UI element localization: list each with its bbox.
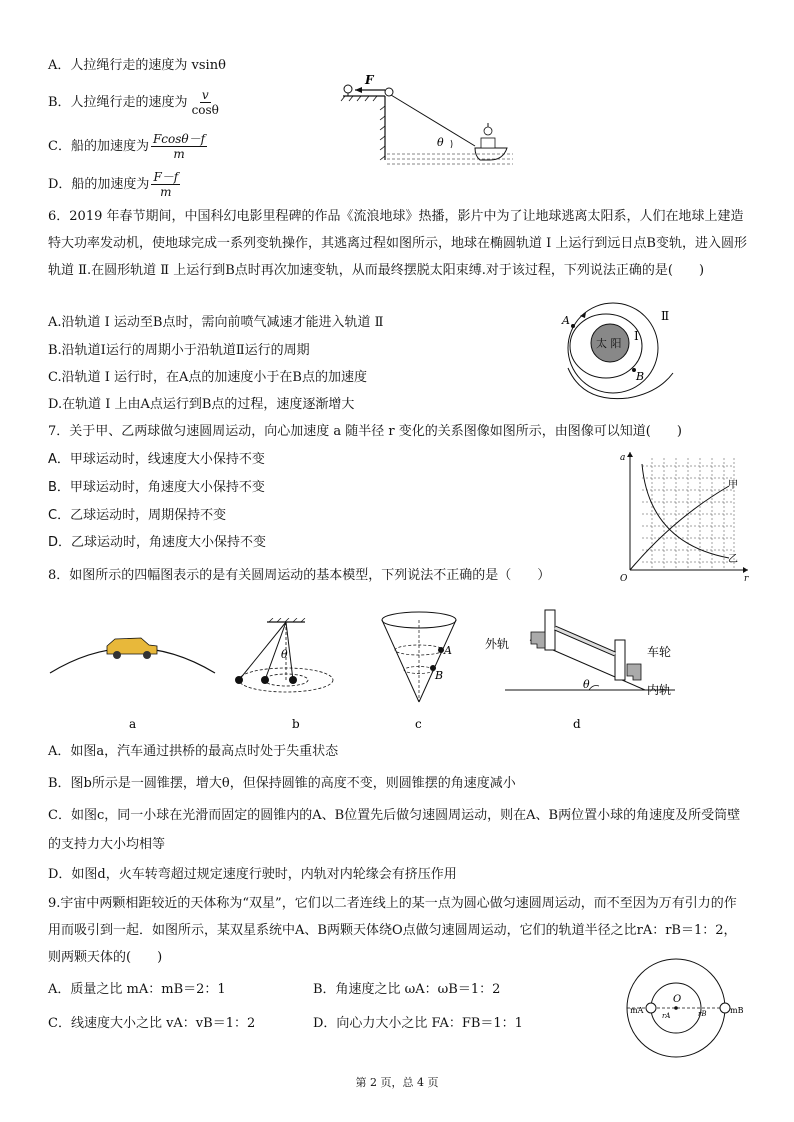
q9-ra-label: rA <box>662 1012 671 1020</box>
q5-option-c: C．船的加速度为 $\frac{Fcos\theta-f}{m}$ <box>48 132 206 161</box>
fig-c-point-b: B <box>435 669 444 682</box>
fig-label-a: a <box>129 717 137 731</box>
q8-fig-a <box>45 618 220 733</box>
q9-option-b: B．角速度之比 ωA：ωB＝1：2 <box>313 982 501 997</box>
q9-mb-label: mB <box>730 1006 744 1015</box>
q6-orbit2-label: Ⅱ <box>661 309 670 323</box>
q8-fig-b <box>225 618 365 733</box>
q6-orbit1-label: Ⅰ <box>634 329 639 343</box>
q5-boat-figure <box>335 68 520 178</box>
q7-stem: 7．关于甲、乙两球做匀速圆周运动，向心加速度 a 随半径 r 变化的关系图像如图所示，由图像可以知道( ) <box>48 424 682 439</box>
q8-option-c: C．如图c，同一小球在光滑而固定的圆锥内的A、B位置先后做匀速圆周运动，则在A、B两位置小球的角速度及所受筒壁的支持力大小均相等 <box>48 808 741 852</box>
q6-point-b: B <box>636 370 645 383</box>
fig-label-d: d <box>573 717 581 731</box>
q7-option-d: D．乙球运动时，角速度大小保持不变 <box>48 535 267 550</box>
fig-c-point-a: A <box>444 644 452 657</box>
q6-option-b: B.沿轨道Ⅰ运行的周期小于沿轨道Ⅱ运行的周期 <box>48 343 310 358</box>
q6-option-c: C.沿轨道 Ⅰ 运行时，在A点的加速度小于在B点的加速度 <box>48 370 367 385</box>
q6-option-a: A.沿轨道 Ⅰ 运动至B点时，需向前喷气减速才能进入轨道 Ⅱ <box>48 315 384 330</box>
q6-orbit-figure <box>548 298 688 408</box>
q5-b-fraction: $\frac{v}{\cos\theta}$ <box>191 88 219 117</box>
q7-graph-figure <box>614 448 754 583</box>
fig-d-outer-rail: 外轨 <box>485 637 510 651</box>
q5-option-b: B．人拉绳行走的速度为 $\frac{v}{\cos\theta}$ <box>48 88 219 117</box>
q6-stem: 6．2019 年春节期间，中国科幻电影里程碑的作品《流浪地球》热播，影片中为了让地球逃离太阳系，人们在地球上建造特大功率发动机，使地球完成一系列变轨操作，其逃离过程如图所示，地球在椭圆轨道 Ⅰ 上运行到远日点B变轨，进入圆形轨道 Ⅱ.在圆形轨道 Ⅱ 上运行到B点时再次加速变轨，从而最终摆脱太阳束缚.对于该过程，下列说法正确的是( ) <box>48 209 747 278</box>
q5-d-fraction: $\frac{F-f}{m}$ <box>153 170 179 199</box>
q6-point-a: A <box>562 314 570 327</box>
q8-fig-c <box>375 606 465 733</box>
q8-option-b: B．图b所示是一圆锥摆，增大θ，但保持圆锥的高度不变，则圆锥摆的角速度减小 <box>48 776 516 791</box>
q5-angle-label: θ <box>437 136 444 149</box>
q5-option-d: D．船的加速度为 $\frac{F-f}{m}$ <box>48 170 179 199</box>
fig-b-theta: θ <box>281 648 288 661</box>
q8-option-d: D．如图d，火车转弯超过规定速度行驶时，内轨对内轮缘会有挤压作用 <box>48 867 457 882</box>
q6-sun-label: 太 阳 <box>596 337 622 350</box>
q9-rb-label: rB <box>698 1010 707 1018</box>
q9-option-c: C．线速度大小之比 vA：vB＝1：2 <box>48 1016 256 1031</box>
q8-stem: 8．如图所示的四幅图表示的是有关圆周运动的基本模型，下列说法不正确的是（ ） <box>48 568 551 583</box>
q7-option-c: C．乙球运动时，周期保持不变 <box>48 508 227 523</box>
q7-option-b: B．甲球运动时，角速度大小保持不变 <box>48 480 265 495</box>
q9-center-o: O <box>673 994 682 1005</box>
q7-origin-label: O <box>620 574 628 583</box>
q9-stem: 9.宇宙中两颗相距较近的天体称为“双星”，它们以二者连线上的某一点为圆心做匀速圆周运动，而不至因为万有引力的作用而吸引到一起．如图所示，某双星系统中A、B两颗天体绕O点做匀速圆周运动，它们的轨道半径之比rA：rB＝1：2，则两颗天体的( ) <box>48 896 737 965</box>
q7-curve-yi: 乙 <box>728 554 738 565</box>
q8-fig-d <box>485 600 695 733</box>
q7-x-axis-label: r <box>744 574 749 583</box>
q9-binary-star-figure <box>618 958 748 1058</box>
q7-option-a: A．甲球运动时，线速度大小保持不变 <box>48 452 265 467</box>
q5-option-a: A．人拉绳行走的速度为 vsinθ <box>48 58 226 73</box>
fig-d-theta: θ <box>583 678 590 691</box>
page-footer: 第 2 页，总 4 页 <box>355 1076 439 1089</box>
fig-label-b: b <box>292 717 300 731</box>
q9-option-a: A．质量之比 mA：mB＝2：1 <box>48 982 226 997</box>
q5-c-fraction: $\frac{Fcos\theta-f}{m}$ <box>152 132 206 161</box>
q7-y-axis-label: a <box>620 453 626 463</box>
fig-label-c: c <box>415 717 422 731</box>
q7-curve-jia: 甲 <box>728 480 738 491</box>
q5-force-label: F <box>365 73 374 87</box>
q6-option-d: D.在轨道 Ⅰ 上由A点运行到B点的过程，速度逐渐增大 <box>48 397 355 412</box>
fig-d-inner-rail: 内轨 <box>647 683 672 697</box>
q9-ma-label: mA <box>630 1006 644 1015</box>
q9-option-d: D．向心力大小之比 FA：FB＝1：1 <box>313 1016 523 1031</box>
q8-option-a: A．如图a，汽车通过拱桥的最高点时处于失重状态 <box>48 744 339 759</box>
fig-d-wheel: 车轮 <box>647 645 672 659</box>
